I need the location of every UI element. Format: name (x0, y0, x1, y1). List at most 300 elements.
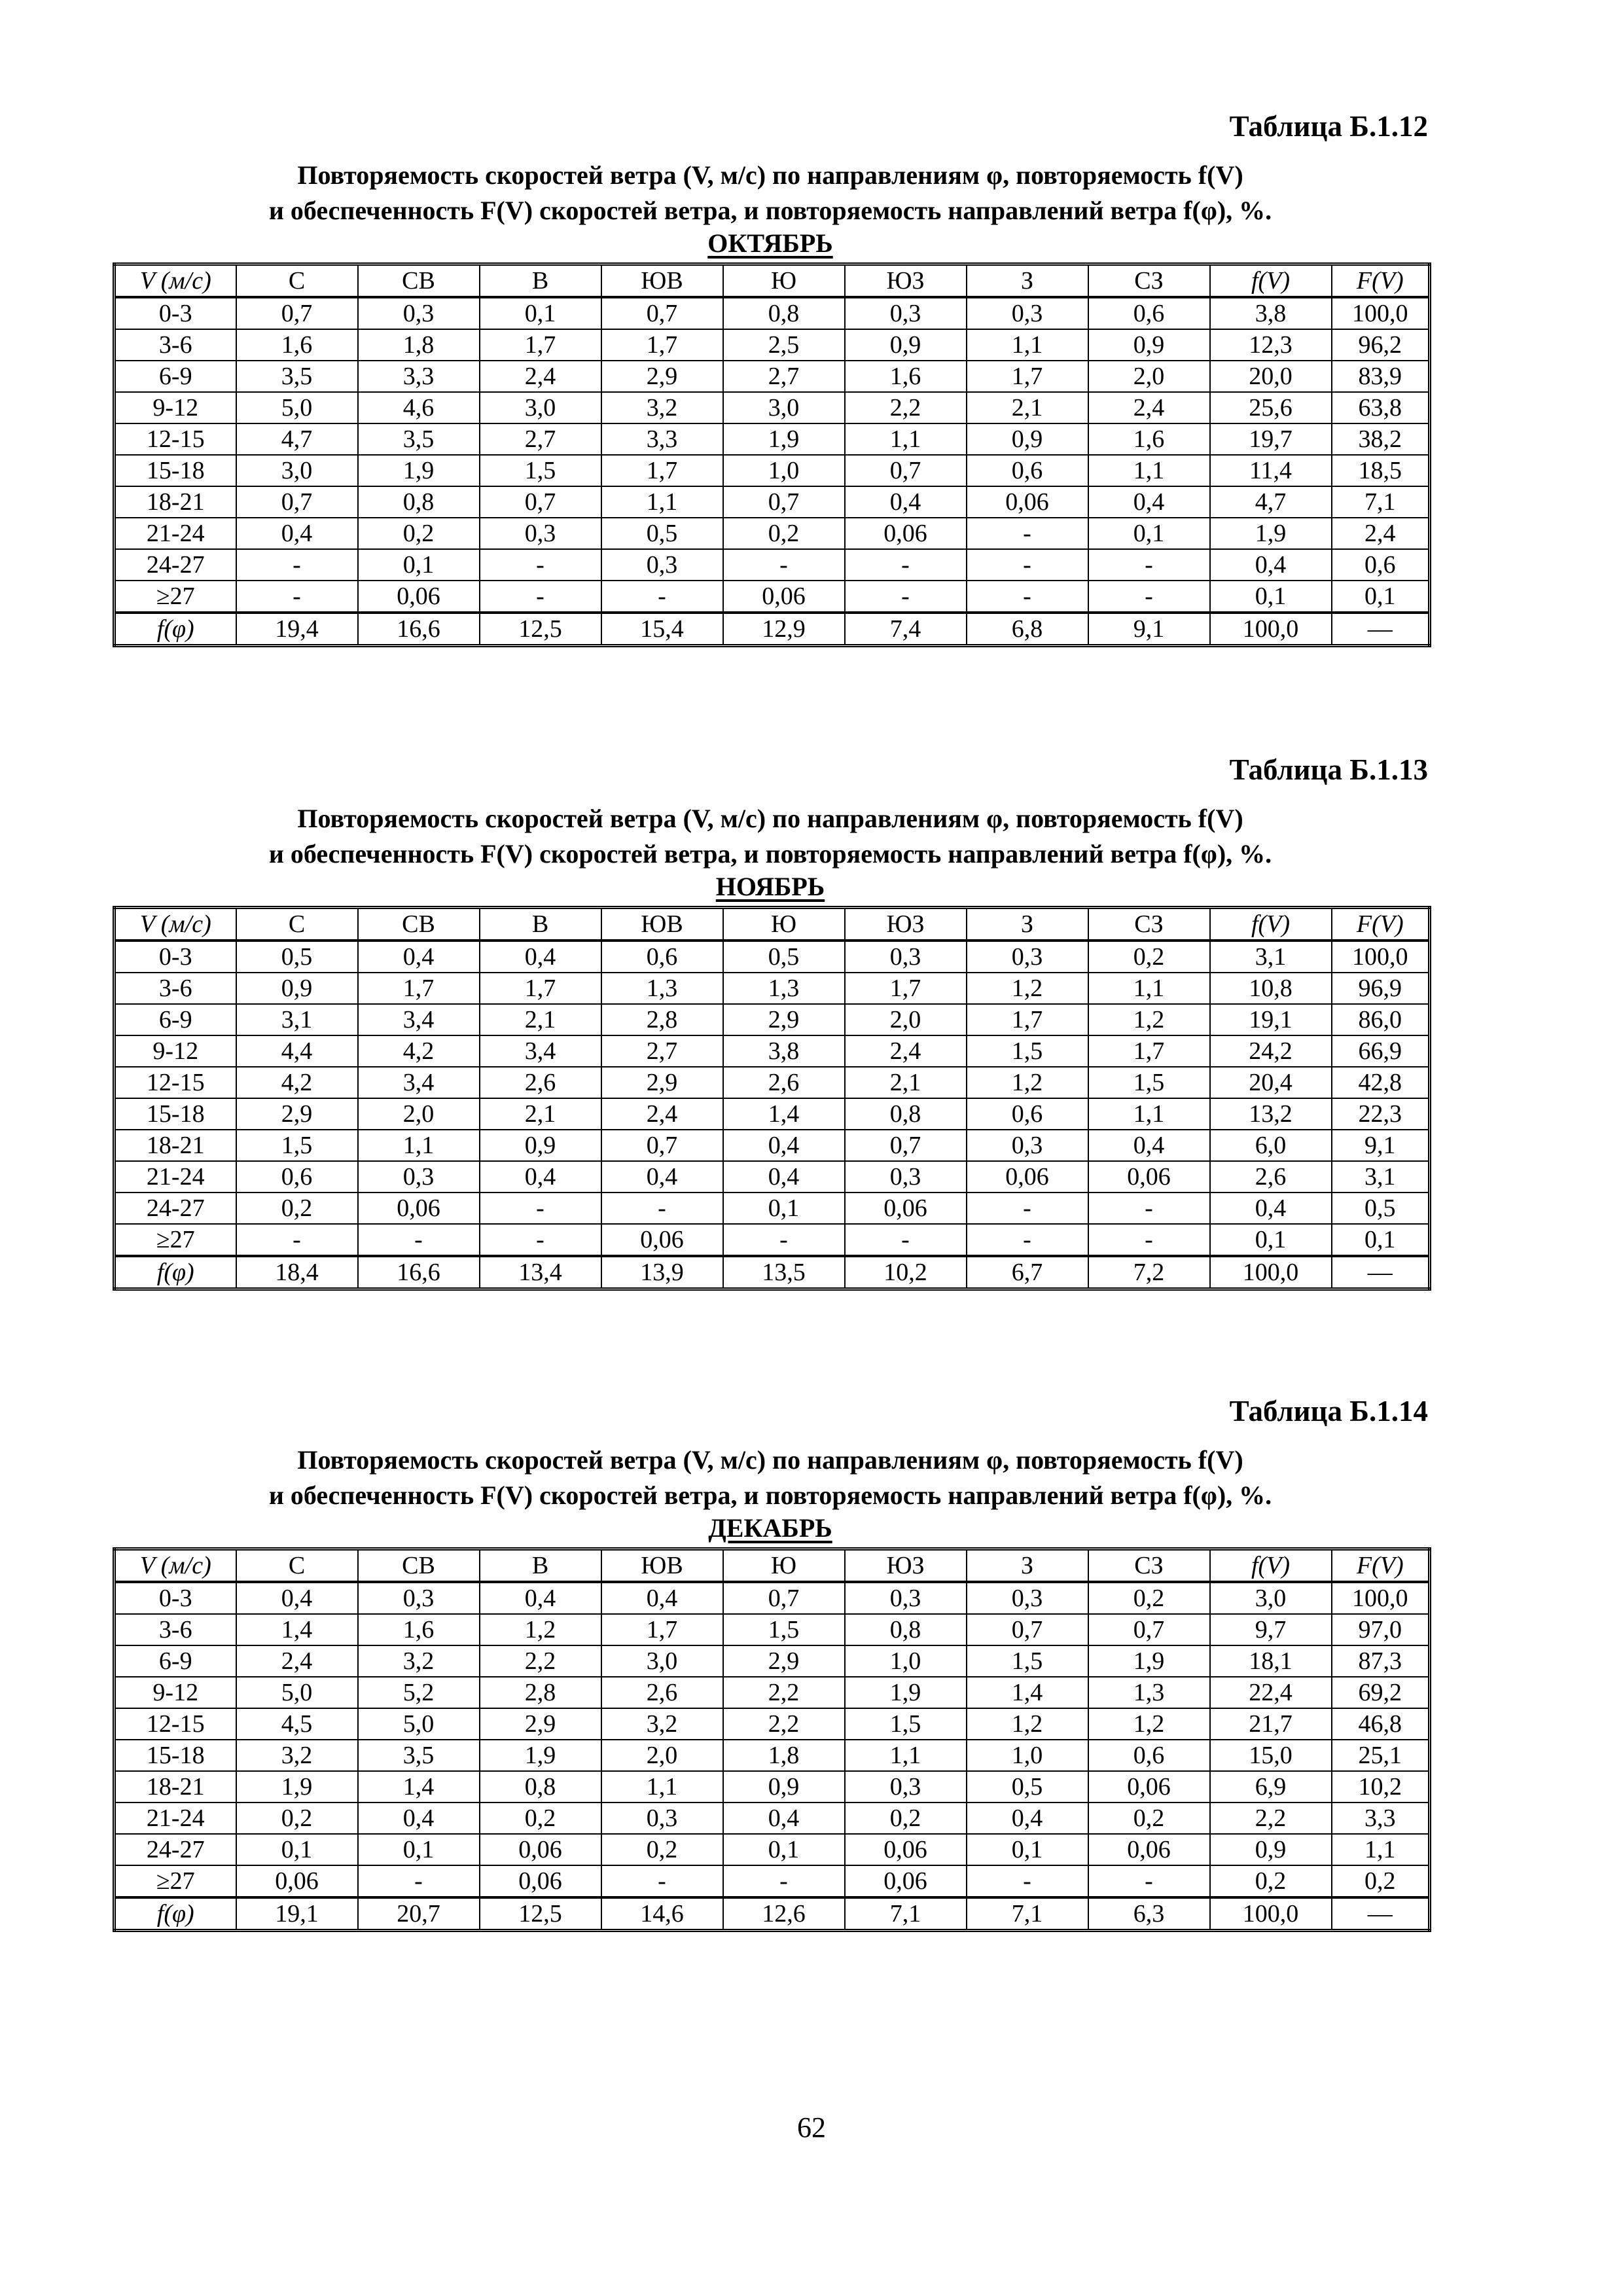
table-cell: 0,2 (723, 518, 845, 549)
total-cell: 7,2 (1088, 1256, 1210, 1289)
table-cell: - (845, 1224, 967, 1256)
table-cell: 4,7 (1210, 486, 1332, 518)
total-label-cell: f(φ) (115, 1256, 236, 1289)
total-row (115, 613, 1430, 646)
total-cell: 15,4 (601, 613, 723, 646)
table-cell: 0,8 (358, 486, 480, 518)
total-cell: 19,1 (236, 1897, 358, 1931)
column-header: З (967, 1549, 1088, 1583)
table-cell: - (723, 1865, 845, 1897)
table-cell: 0,7 (236, 486, 358, 518)
table-cell: 11,4 (1210, 455, 1332, 486)
table-cell: 0,3 (845, 1582, 967, 1614)
table-cell: 0,9 (236, 973, 358, 1004)
table-cell: 22,3 (1332, 1098, 1430, 1130)
table-cell: 2,4 (601, 1098, 723, 1130)
table-cell: 0,2 (236, 1803, 358, 1834)
table-cell: 1,2 (1088, 1708, 1210, 1740)
table-row (115, 1004, 1430, 1035)
speed-range-cell: 24-27 (115, 549, 236, 581)
table-row (115, 423, 1430, 455)
total-cell: 100,0 (1210, 1897, 1332, 1931)
table-cell: 0,9 (1088, 329, 1210, 361)
table-heading-line2: и обеспеченность F(V) скоростей ветра, и повторяемость направлений ветра f(φ), %. (268, 839, 1272, 869)
table-cell: - (967, 1224, 1088, 1256)
column-header: С (236, 1549, 358, 1583)
table-cell: - (967, 1193, 1088, 1224)
table-cell: 1,9 (723, 423, 845, 455)
speed-range-cell: 9-12 (115, 1035, 236, 1067)
table-row (115, 1193, 1430, 1224)
table-cell: 2,0 (358, 1098, 480, 1130)
table-cell: 97,0 (1332, 1614, 1430, 1645)
table-cell: 2,7 (601, 1035, 723, 1067)
column-header: ЮЗ (845, 1549, 967, 1583)
table-cell: 0,4 (601, 1582, 723, 1614)
table-cell: 0,4 (358, 941, 480, 973)
table-header-row (115, 908, 1430, 941)
table-cell: - (1088, 549, 1210, 581)
table-cell: 100,0 (1332, 941, 1430, 973)
table-row (115, 581, 1430, 613)
table-cell: 0,4 (723, 1803, 845, 1834)
table-cell: 2,4 (845, 1035, 967, 1067)
table-cell: - (236, 549, 358, 581)
table-number: Таблица Б.1.13 (1229, 753, 1428, 786)
table-cell: 1,2 (480, 1614, 601, 1645)
total-row (115, 1256, 1430, 1289)
table-cell: 1,8 (723, 1740, 845, 1771)
table-cell: 3,0 (723, 392, 845, 423)
speed-range-cell: 18-21 (115, 1130, 236, 1161)
column-header: f(V) (1210, 264, 1332, 298)
table-cell: 2,2 (723, 1708, 845, 1740)
table-cell: 0,1 (358, 1834, 480, 1865)
column-header: f(V) (1210, 1549, 1332, 1583)
table-cell: 3,0 (480, 392, 601, 423)
table-cell: 0,3 (601, 1803, 723, 1834)
table-cell: - (480, 549, 601, 581)
column-header: СЗ (1088, 264, 1210, 298)
table-cell: 2,0 (601, 1740, 723, 1771)
table-cell: 1,9 (358, 455, 480, 486)
table-cell: 0,4 (601, 1161, 723, 1193)
table-cell: 3,3 (601, 423, 723, 455)
total-cell: 6,7 (967, 1256, 1088, 1289)
table-cell: 0,5 (723, 941, 845, 973)
table-cell: 0,9 (845, 329, 967, 361)
table-cell: 0,4 (358, 1803, 480, 1834)
total-cell: 16,6 (358, 1256, 480, 1289)
table-cell: 0,3 (601, 549, 723, 581)
table-row (115, 1098, 1430, 1130)
column-header: З (967, 908, 1088, 941)
table-cell: 0,8 (723, 297, 845, 329)
table-cell: 0,9 (723, 1771, 845, 1803)
speed-range-cell: 12-15 (115, 423, 236, 455)
speed-range-cell: 24-27 (115, 1193, 236, 1224)
speed-range-cell: 6-9 (115, 1645, 236, 1677)
table-cell: 1,5 (480, 455, 601, 486)
speed-range-cell: ≥27 (115, 1865, 236, 1897)
column-header: С (236, 908, 358, 941)
total-cell: 9,1 (1088, 613, 1210, 646)
table-cell: - (236, 581, 358, 613)
table-cell: 0,5 (967, 1771, 1088, 1803)
table-cell: 0,1 (480, 297, 601, 329)
table-header-row (115, 1549, 1430, 1583)
table-cell: 1,1 (1332, 1834, 1430, 1865)
table-cell: 0,3 (845, 941, 967, 973)
table-cell: 87,3 (1332, 1645, 1430, 1677)
table-cell: 3,1 (1332, 1161, 1430, 1193)
speed-range-cell: 0-3 (115, 941, 236, 973)
table-cell: 0,7 (236, 297, 358, 329)
table-cell: 0,3 (967, 941, 1088, 973)
table-cell: - (236, 1224, 358, 1256)
total-cell: 12,5 (480, 613, 601, 646)
table-cell: 1,3 (723, 973, 845, 1004)
total-cell: 12,6 (723, 1897, 845, 1931)
table-row (115, 1614, 1430, 1645)
column-header: V (м/с) (115, 908, 236, 941)
month-title: ОКТЯБРЬ (707, 228, 833, 258)
table-cell: 25,1 (1332, 1740, 1430, 1771)
table-cell: 2,5 (723, 329, 845, 361)
table-cell: 2,2 (723, 1677, 845, 1708)
table-cell: 0,1 (358, 549, 480, 581)
table-cell: - (967, 549, 1088, 581)
table-section-november (113, 751, 1428, 1291)
column-header: Ю (723, 264, 845, 298)
wind-table (113, 1547, 1431, 1932)
table-cell: 20,4 (1210, 1067, 1332, 1098)
page-number: 62 (797, 2111, 826, 2144)
table-cell: 9,1 (1332, 1130, 1430, 1161)
table-row (115, 486, 1430, 518)
table-row (115, 1677, 1430, 1708)
table-cell: 2,8 (601, 1004, 723, 1035)
table-cell: 0,4 (1210, 1193, 1332, 1224)
table-cell: 2,4 (236, 1645, 358, 1677)
table-cell: 2,1 (480, 1004, 601, 1035)
table-cell: 1,7 (358, 973, 480, 1004)
table-cell: 1,7 (480, 973, 601, 1004)
table-cell: 3,0 (601, 1645, 723, 1677)
table-cell: - (480, 581, 601, 613)
table-cell: 1,2 (967, 1708, 1088, 1740)
table-cell: 0,1 (236, 1834, 358, 1865)
table-cell: 3,4 (480, 1035, 601, 1067)
table-row (115, 1067, 1430, 1098)
table-cell: 2,7 (480, 423, 601, 455)
table-cell: 0,1 (1210, 581, 1332, 613)
table-cell: 1,5 (723, 1614, 845, 1645)
table-cell: - (1088, 581, 1210, 613)
table-cell: 46,8 (1332, 1708, 1430, 1740)
speed-range-cell: 9-12 (115, 392, 236, 423)
table-cell: 66,9 (1332, 1035, 1430, 1067)
column-header: Ю (723, 1549, 845, 1583)
table-cell: 0,2 (1088, 1582, 1210, 1614)
table-cell: 0,3 (845, 297, 967, 329)
table-cell: 100,0 (1332, 297, 1430, 329)
table-cell: 0,9 (480, 1130, 601, 1161)
table-cell: 1,7 (845, 973, 967, 1004)
table-cell: 0,06 (236, 1865, 358, 1897)
table-cell: - (845, 549, 967, 581)
table-cell: 0,1 (723, 1834, 845, 1865)
table-cell: - (967, 518, 1088, 549)
table-cell: 3,5 (358, 423, 480, 455)
table-cell: 1,2 (1088, 1004, 1210, 1035)
table-cell: 0,2 (1088, 1803, 1210, 1834)
table-cell: 0,2 (601, 1834, 723, 1865)
table-cell: 1,4 (723, 1098, 845, 1130)
table-cell: 0,1 (1332, 1224, 1430, 1256)
month-title: ДЕКАБРЬ (708, 1513, 832, 1543)
table-cell: 2,1 (967, 392, 1088, 423)
table-cell: 0,4 (845, 486, 967, 518)
table-cell: 0,8 (845, 1614, 967, 1645)
table-cell: 1,5 (967, 1035, 1088, 1067)
table-cell: 2,9 (601, 1067, 723, 1098)
table-cell: 0,4 (723, 1161, 845, 1193)
table-cell: 0,7 (723, 1582, 845, 1614)
table-cell: 0,1 (967, 1834, 1088, 1865)
month-title: НОЯБРЬ (715, 872, 825, 901)
speed-range-cell: ≥27 (115, 581, 236, 613)
total-cell: 100,0 (1210, 1256, 1332, 1289)
table-cell: 86,0 (1332, 1004, 1430, 1035)
table-cell: 0,4 (480, 1582, 601, 1614)
table-cell: 63,8 (1332, 392, 1430, 423)
table-cell: 0,06 (1088, 1771, 1210, 1803)
table-cell: 0,3 (358, 1582, 480, 1614)
table-row (115, 1645, 1430, 1677)
table-cell: 2,9 (723, 1645, 845, 1677)
table-row (115, 455, 1430, 486)
table-cell: 0,4 (1210, 549, 1332, 581)
table-cell: 1,9 (845, 1677, 967, 1708)
column-header: СЗ (1088, 1549, 1210, 1583)
total-cell: 7,4 (845, 613, 967, 646)
table-cell: 1,1 (845, 1740, 967, 1771)
table-cell: 1,7 (480, 329, 601, 361)
speed-range-cell: 18-21 (115, 1771, 236, 1803)
table-cell: 1,1 (1088, 973, 1210, 1004)
table-cell: 2,4 (1332, 518, 1430, 549)
table-cell: 2,9 (723, 1004, 845, 1035)
total-label-cell: f(φ) (115, 613, 236, 646)
column-header: В (480, 1549, 601, 1583)
table-cell: 83,9 (1332, 361, 1430, 392)
table-section-december (113, 1393, 1428, 1932)
table-cell: 0,1 (1210, 1224, 1332, 1256)
table-cell: 13,2 (1210, 1098, 1332, 1130)
table-cell: - (480, 1193, 601, 1224)
table-cell: 3,1 (1210, 941, 1332, 973)
table-cell: 6,0 (1210, 1130, 1332, 1161)
table-cell: 38,2 (1332, 423, 1430, 455)
table-cell: 0,7 (967, 1614, 1088, 1645)
table-cell: 1,9 (236, 1771, 358, 1803)
table-cell: 0,6 (1332, 549, 1430, 581)
table-cell: 1,1 (1088, 455, 1210, 486)
column-header: V (м/с) (115, 1549, 236, 1583)
table-cell: 2,6 (1210, 1161, 1332, 1193)
table-cell: 22,4 (1210, 1677, 1332, 1708)
table-cell: 0,1 (1332, 581, 1430, 613)
table-cell: 3,2 (236, 1740, 358, 1771)
table-cell: 3,5 (236, 361, 358, 392)
table-cell: 0,4 (1088, 486, 1210, 518)
table-cell: 0,06 (845, 518, 967, 549)
table-cell: 2,0 (845, 1004, 967, 1035)
table-cell: 0,7 (1088, 1614, 1210, 1645)
table-row (115, 1740, 1430, 1771)
total-cell: 14,6 (601, 1897, 723, 1931)
table-cell: 1,0 (845, 1645, 967, 1677)
table-cell: 4,2 (236, 1067, 358, 1098)
column-header: СЗ (1088, 908, 1210, 941)
column-header: СВ (358, 1549, 480, 1583)
speed-range-cell: 6-9 (115, 361, 236, 392)
column-header: В (480, 264, 601, 298)
table-cell: 2,4 (480, 361, 601, 392)
table-cell: 0,7 (845, 455, 967, 486)
table-row (115, 1582, 1430, 1614)
table-cell: 0,9 (967, 423, 1088, 455)
table-cell: 1,6 (236, 329, 358, 361)
speed-range-cell: 24-27 (115, 1834, 236, 1865)
table-heading-line2: и обеспеченность F(V) скоростей ветра, и повторяемость направлений ветра f(φ), %. (268, 196, 1272, 225)
table-cell: 1,1 (601, 486, 723, 518)
table-cell: - (723, 1224, 845, 1256)
total-cell: 12,9 (723, 613, 845, 646)
column-header: З (967, 264, 1088, 298)
table-cell: 0,06 (845, 1834, 967, 1865)
table-cell: - (967, 1865, 1088, 1897)
table-row (115, 392, 1430, 423)
table-cell: 4,6 (358, 392, 480, 423)
table-cell: 3,5 (358, 1740, 480, 1771)
table-cell: 1,6 (358, 1614, 480, 1645)
speed-range-cell: 15-18 (115, 1098, 236, 1130)
table-cell: 3,2 (358, 1645, 480, 1677)
table-cell: 0,6 (601, 941, 723, 973)
table-cell: 3,2 (601, 1708, 723, 1740)
table-cell: 1,5 (845, 1708, 967, 1740)
speed-range-cell: 21-24 (115, 518, 236, 549)
speed-range-cell: ≥27 (115, 1224, 236, 1256)
table-cell: 1,9 (1210, 518, 1332, 549)
table-cell: 2,7 (723, 361, 845, 392)
column-header: Ю (723, 908, 845, 941)
total-cell: 13,5 (723, 1256, 845, 1289)
table-cell: 0,06 (967, 1161, 1088, 1193)
total-cell: — (1332, 1256, 1430, 1289)
column-header: F(V) (1332, 264, 1430, 298)
table-cell: 96,9 (1332, 973, 1430, 1004)
table-cell: 0,8 (480, 1771, 601, 1803)
table-cell: 42,8 (1332, 1067, 1430, 1098)
table-cell: 0,2 (358, 518, 480, 549)
speed-range-cell: 0-3 (115, 1582, 236, 1614)
table-cell: 12,3 (1210, 329, 1332, 361)
table-cell: 2,9 (480, 1708, 601, 1740)
table-cell: 1,1 (1088, 1098, 1210, 1130)
table-cell: 2,6 (601, 1677, 723, 1708)
total-row (115, 1897, 1430, 1931)
table-cell: 0,2 (845, 1803, 967, 1834)
table-cell: 3,2 (601, 392, 723, 423)
table-cell: 0,06 (480, 1834, 601, 1865)
table-cell: 2,4 (1088, 392, 1210, 423)
total-cell: 19,4 (236, 613, 358, 646)
table-heading-line1: Повторяемость скоростей ветра (V, м/с) по направлениям φ, повторяемость f(V) (297, 804, 1243, 833)
speed-range-cell: 12-15 (115, 1708, 236, 1740)
table-cell: 24,2 (1210, 1035, 1332, 1067)
total-cell: — (1332, 1897, 1430, 1931)
table-cell: 3,0 (236, 455, 358, 486)
table-cell: 7,1 (1332, 486, 1430, 518)
total-cell: 6,3 (1088, 1897, 1210, 1931)
table-cell: - (845, 581, 967, 613)
table-cell: 0,06 (1088, 1834, 1210, 1865)
table-cell: 3,8 (723, 1035, 845, 1067)
column-header: ЮВ (601, 1549, 723, 1583)
table-cell: 5,2 (358, 1677, 480, 1708)
table-row (115, 1224, 1430, 1256)
table-cell: 6,9 (1210, 1771, 1332, 1803)
table-cell: 4,5 (236, 1708, 358, 1740)
table-cell: 96,2 (1332, 329, 1430, 361)
table-cell: 0,6 (967, 455, 1088, 486)
column-header: СВ (358, 908, 480, 941)
table-cell: 18,1 (1210, 1645, 1332, 1677)
speed-range-cell: 6-9 (115, 1004, 236, 1035)
total-cell: 7,1 (845, 1897, 967, 1931)
table-cell: 1,7 (967, 1004, 1088, 1035)
table-cell: 0,06 (967, 486, 1088, 518)
table-cell: 0,3 (967, 1130, 1088, 1161)
table-cell: 1,3 (601, 973, 723, 1004)
total-cell: 13,4 (480, 1256, 601, 1289)
table-cell: 2,1 (480, 1098, 601, 1130)
table-cell: 0,06 (358, 581, 480, 613)
table-cell: - (967, 581, 1088, 613)
table-cell: 0,5 (236, 941, 358, 973)
speed-range-cell: 21-24 (115, 1161, 236, 1193)
table-cell: 1,4 (358, 1771, 480, 1803)
table-cell: 19,1 (1210, 1004, 1332, 1035)
table-cell: 1,6 (1088, 423, 1210, 455)
speed-range-cell: 3-6 (115, 973, 236, 1004)
table-cell: - (1088, 1193, 1210, 1224)
total-cell: 7,1 (967, 1897, 1088, 1931)
table-cell: 1,4 (967, 1677, 1088, 1708)
table-cell: 0,9 (1210, 1834, 1332, 1865)
total-cell: 6,8 (967, 613, 1088, 646)
table-cell: 0,6 (1088, 297, 1210, 329)
table-row (115, 1803, 1430, 1834)
table-number: Таблица Б.1.14 (1229, 1395, 1428, 1427)
table-cell: 0,06 (358, 1193, 480, 1224)
table-cell: 5,0 (358, 1708, 480, 1740)
table-cell: 2,9 (601, 361, 723, 392)
table-cell: 100,0 (1332, 1582, 1430, 1614)
